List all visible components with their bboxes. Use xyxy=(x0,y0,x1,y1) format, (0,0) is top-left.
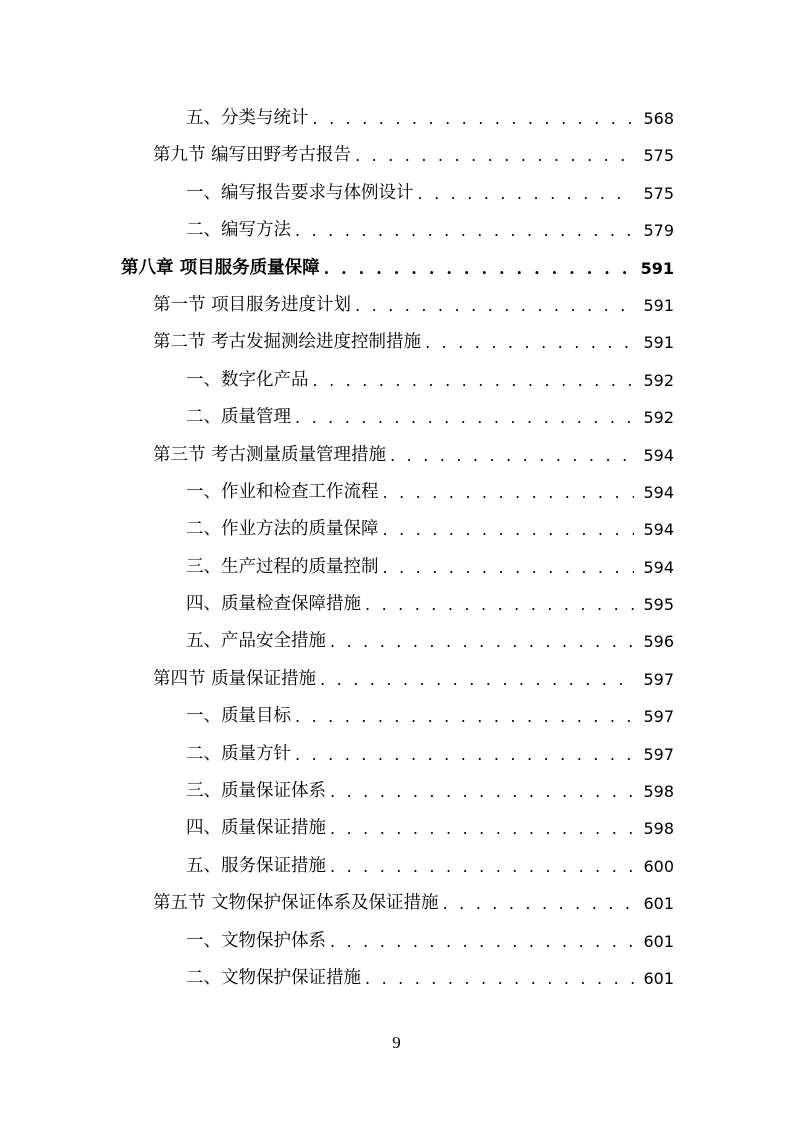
toc-entry-title: 五、产品安全措施 xyxy=(186,631,326,652)
toc-entry-title: 五、分类与统计 xyxy=(186,108,309,128)
toc-dot-leader xyxy=(295,736,634,773)
toc-entry[interactable] xyxy=(0,287,793,324)
toc-entry[interactable] xyxy=(0,586,793,623)
toc-entry-page: 601 xyxy=(643,931,674,951)
toc-entry-title: 第二节 考古发掘测绘进度控制措施 xyxy=(153,332,422,353)
toc-entry-title: 一、数字化产品 xyxy=(186,369,309,390)
toc-entry-title: 四、质量保证措施 xyxy=(186,818,326,839)
toc-entry[interactable] xyxy=(0,212,793,249)
toc-dot-leader xyxy=(355,287,634,324)
toc-entry-page: 594 xyxy=(643,445,674,465)
toc-entry-page: 597 xyxy=(643,707,674,727)
toc-entry[interactable] xyxy=(0,399,793,436)
page-number: 9 xyxy=(392,1033,401,1052)
toc-entry-title: 一、编写报告要求与体例设计 xyxy=(186,182,414,203)
toc-entry-title: 第九节 编写田野考古报告 xyxy=(153,145,352,166)
toc-entry-page: 600 xyxy=(643,856,674,876)
toc-entry-page: 575 xyxy=(643,146,674,166)
toc-dot-leader xyxy=(330,923,634,960)
toc-dot-leader xyxy=(324,250,634,287)
toc-entry[interactable] xyxy=(0,437,793,474)
toc-entry-page: 591 xyxy=(643,333,674,353)
toc-entry-title: 二、作业方法的质量保障 xyxy=(186,519,379,540)
toc-entry[interactable] xyxy=(0,661,793,698)
toc-dot-leader xyxy=(383,511,635,548)
toc-entry-page: 592 xyxy=(643,408,674,428)
toc-entry-page: 601 xyxy=(643,968,674,988)
toc-entry[interactable] xyxy=(0,960,793,997)
toc-entry-page: 598 xyxy=(643,819,674,839)
toc-entry-title: 五、服务保证措施 xyxy=(186,855,326,876)
toc-entry-title: 一、作业和检查工作流程 xyxy=(186,481,379,502)
toc-entry-title: 二、文物保护保证措施 xyxy=(186,967,361,988)
toc-entry[interactable] xyxy=(0,810,793,847)
toc-dot-leader xyxy=(365,960,634,997)
toc-entry-title: 第三节 考古测量质量管理措施 xyxy=(153,444,387,465)
toc-entry-title: 一、质量目标 xyxy=(186,706,291,727)
toc-dot-leader xyxy=(390,437,634,474)
toc-entry[interactable] xyxy=(0,474,793,511)
toc-entry-page: 568 xyxy=(643,109,674,128)
toc-entry-page: 579 xyxy=(643,221,674,241)
toc-dot-leader xyxy=(365,586,634,623)
toc-entry-title: 二、编写方法 xyxy=(186,220,291,241)
toc-entry[interactable] xyxy=(0,362,793,399)
toc-dot-leader xyxy=(330,623,634,660)
toc-dot-leader xyxy=(383,474,635,511)
toc-entry-title: 二、质量管理 xyxy=(186,407,291,428)
toc-dot-leader xyxy=(313,362,635,399)
toc-entry[interactable] xyxy=(0,175,793,212)
toc-entry-page: 591 xyxy=(643,295,674,315)
toc-entry-page: 592 xyxy=(643,370,674,390)
toc-dot-leader xyxy=(330,810,634,847)
toc-entry[interactable] xyxy=(0,100,793,137)
toc-entry-title: 三、质量保证体系 xyxy=(186,781,326,802)
toc-entry[interactable] xyxy=(0,324,793,361)
toc-entry[interactable] xyxy=(0,549,793,586)
toc-entry-title: 第五节 文物保护保证体系及保证措施 xyxy=(153,893,439,914)
toc-dot-leader xyxy=(425,324,634,361)
toc-chapter-entry[interactable] xyxy=(0,250,793,287)
toc-entry-title: 第四节 质量保证措施 xyxy=(153,668,317,689)
toc-entry[interactable] xyxy=(0,511,793,548)
toc-entry-title: 第一节 项目服务进度计划 xyxy=(153,294,352,315)
toc-entry-title: 第八章 项目服务质量保障 xyxy=(121,257,320,278)
toc-entry-title: 四、质量检查保障措施 xyxy=(186,594,361,615)
toc-entry-page: 601 xyxy=(643,894,674,914)
toc-entry-page: 575 xyxy=(643,183,674,203)
toc-entry[interactable] xyxy=(0,137,793,174)
toc-entry-page: 595 xyxy=(643,595,674,615)
toc-entry-page: 596 xyxy=(643,632,674,652)
toc-dot-leader xyxy=(320,661,634,698)
toc-entry-page: 594 xyxy=(643,520,674,540)
toc-entry[interactable] xyxy=(0,698,793,735)
toc-dot-leader xyxy=(295,212,634,249)
toc-entry-page: 594 xyxy=(643,482,674,502)
toc-dot-leader xyxy=(313,100,635,137)
toc-entry[interactable] xyxy=(0,885,793,922)
toc-dot-leader xyxy=(330,848,634,885)
toc-dot-leader xyxy=(295,698,634,735)
toc-entry[interactable] xyxy=(0,623,793,660)
toc-entry-title: 三、生产过程的质量控制 xyxy=(186,556,379,577)
toc-dot-leader xyxy=(295,399,634,436)
toc-entry-page: 597 xyxy=(643,744,674,764)
toc-entry[interactable] xyxy=(0,773,793,810)
toc-dot-leader xyxy=(383,549,635,586)
toc-dot-leader xyxy=(330,773,634,810)
toc-dot-leader xyxy=(443,885,634,922)
toc-entry-page: 594 xyxy=(643,557,674,577)
toc-entry-page: 591 xyxy=(640,258,674,278)
toc-entry-title: 二、质量方针 xyxy=(186,743,291,764)
toc-entry[interactable] xyxy=(0,923,793,960)
toc-entry-page: 598 xyxy=(643,782,674,802)
toc-entry-title: 一、文物保护体系 xyxy=(186,930,326,951)
toc-entry[interactable] xyxy=(0,848,793,885)
toc-dot-leader xyxy=(355,137,634,174)
toc-entry[interactable] xyxy=(0,736,793,773)
toc-entry-page: 597 xyxy=(643,669,674,689)
toc-dot-leader xyxy=(418,175,635,212)
table-of-contents xyxy=(0,100,793,997)
